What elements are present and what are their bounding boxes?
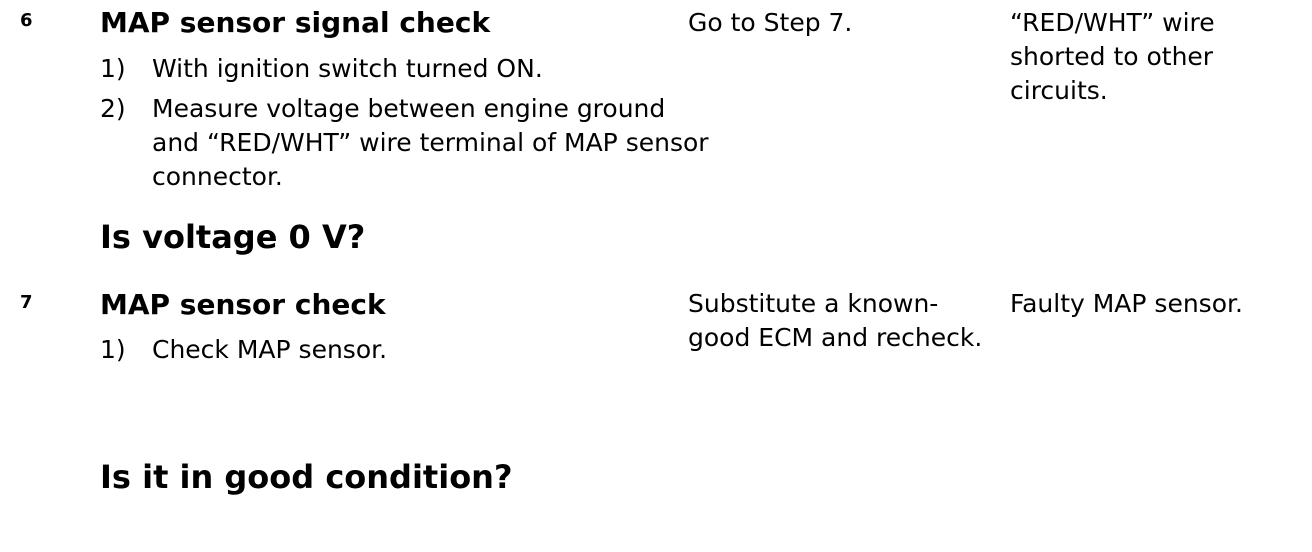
instruction-text: Measure voltage between engine ground and “RED/WHT” wire terminal of MAP sensor connector.	[152, 94, 709, 191]
instruction-item	[100, 92, 712, 194]
step-title: MAP sensor check	[100, 288, 386, 321]
step-number: 6	[20, 10, 33, 31]
no-action: “RED/WHT” wire shorted to other circuits.	[1010, 8, 1215, 105]
instruction-number: 2)	[100, 94, 126, 123]
instruction-item	[100, 52, 712, 86]
instruction-list	[100, 52, 712, 200]
step-number: 7	[20, 292, 33, 313]
instruction-number: 1)	[100, 335, 126, 364]
step-question: Is voltage 0 V?	[100, 218, 366, 256]
instruction-list	[100, 333, 712, 373]
instruction-item	[100, 333, 712, 367]
step-title: MAP sensor signal check	[100, 6, 491, 39]
instruction-text: Check MAP sensor.	[152, 335, 388, 364]
instruction-number: 1)	[100, 54, 126, 83]
no-action: Faulty MAP sensor.	[1010, 289, 1243, 318]
instruction-text: With ignition switch turned ON.	[152, 54, 543, 83]
step-question: Is it in good condition?	[100, 458, 513, 496]
yes-action: Substitute a known-good ECM and recheck.	[688, 289, 983, 352]
yes-action: Go to Step 7.	[688, 8, 853, 37]
